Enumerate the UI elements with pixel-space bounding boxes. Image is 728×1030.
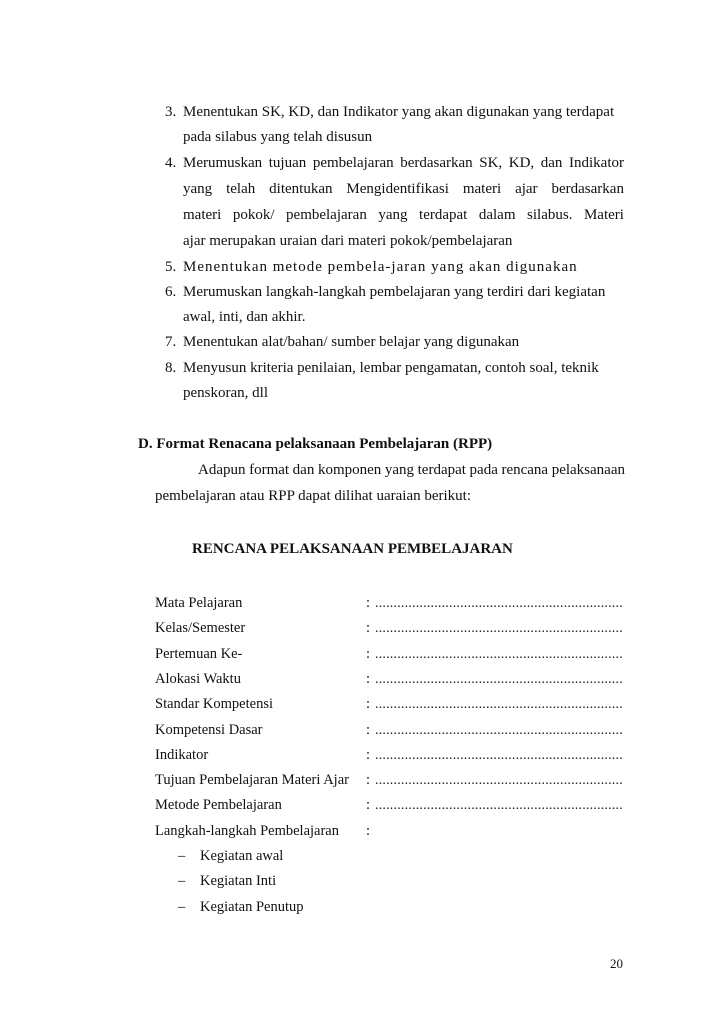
dash-bullet: – [178,848,186,864]
list-item-number: 7. [165,334,177,350]
page-number: 20 [610,956,623,971]
dash-bullet: – [178,873,186,889]
field-colon: : [366,747,371,763]
field-label: Tujuan Pembelajaran Materi Ajar [155,772,349,788]
list-item-text: Menentukan metode pembela-jaran yang akan digunakan [183,259,578,275]
field-colon: : [366,620,371,636]
section-heading: D. Format Renacana pelaksanaan Pembelajaran (RPP) [138,436,493,452]
word: pelaksanaan [551,462,625,478]
field-label: Indikator [155,747,209,763]
list-item-text: penskoran, dll [183,385,268,401]
field-label: Alokasi Waktu [155,671,241,687]
word: format [249,462,290,478]
word: terdapat [417,462,466,478]
word: terdapat [419,207,468,223]
list-item-number: 6. [165,284,177,300]
field-dotted-blank: ................................................................... [375,773,623,788]
word: yang [378,207,408,223]
word: dalam [478,207,516,223]
dash-bullet: – [178,899,186,915]
activity-item: Kegiatan awal [200,848,284,864]
field-colon: : [366,671,371,687]
word: berdasarkan [400,155,473,171]
word: telah [226,181,256,197]
word: pembelajaran [312,155,394,171]
field-label: Kompetensi Dasar [155,722,263,738]
field-label: Langkah-langkah Pembelajaran [155,823,339,839]
field-colon: : [366,797,371,813]
field-dotted-blank: ................................................................... [375,647,623,662]
word: pembelajaran [286,207,367,223]
list-item-number: 4. [165,155,177,171]
list-item-text: awal, inti, dan akhir. [183,309,306,325]
word: ditentukan [269,181,333,197]
word: materi [462,181,502,197]
field-colon: : [366,823,371,839]
word: Mengidentifikasi [346,181,449,197]
rpp-title: RENCANA PELAKSANAAN PEMBELAJARAN [192,541,513,557]
list-item-text-justified [183,180,624,199]
word: ajar [515,181,538,197]
list-item-text: Menyusun kriteria penilaian, lembar pengamatan, contoh soal, teknik [183,360,599,376]
field-label: Standar Kompetensi [155,696,273,712]
list-item-text: Merumuskan langkah-langkah pembelajaran yang terdiri dari kegiatan [183,284,606,300]
field-label: Mata Pelajaran [155,595,243,611]
list-item-text: ajar merupakan uraian dari materi pokok/pembelajaran [183,233,513,249]
list-item-text-justified [183,154,624,173]
list-item-number: 8. [165,360,177,376]
word: yang [384,462,415,478]
word: komponen [317,462,382,478]
word: Materi [583,207,624,223]
word: tujuan [268,155,307,171]
word: silabus. [527,207,573,223]
word: pada [469,462,498,478]
field-label: Pertemuan Ke- [155,646,243,662]
field-colon: : [366,646,371,662]
field-dotted-blank: ................................................................... [375,672,623,687]
list-item-number: 5. [165,259,177,275]
list-item-text: Menentukan SK, KD, dan Indikator yang akan digunakan yang terdapat [183,104,615,120]
word: Merumuskan [183,155,263,171]
field-label: Metode Pembelajaran [155,797,282,813]
list-item-number: 3. [165,104,177,120]
field-colon: : [366,722,371,738]
activity-item: Kegiatan Penutup [200,899,304,915]
field-dotted-blank: ................................................................... [375,621,623,636]
word: Indikator [569,155,624,171]
field-dotted-blank: ................................................................... [375,723,623,738]
word: berdasarkan [551,181,624,197]
list-item-text: Menentukan alat/bahan/ sumber belajar yang digunakan [183,334,520,350]
word: KD, [508,155,535,171]
activity-item: Kegiatan Inti [200,873,277,889]
word: materi [183,207,222,223]
word: rencana [501,462,549,478]
field-label: Kelas/Semester [155,620,246,636]
field-dotted-blank: ................................................................... [375,748,623,763]
word: yang [183,181,213,197]
paragraph-line: pembelajaran atau RPP dapat dilihat uaraian berikut: [155,488,472,504]
word: Adapun [198,462,246,478]
field-dotted-blank: ................................................................... [375,697,623,712]
field-colon: : [366,696,371,712]
word: dan [540,155,563,171]
field-dotted-blank: ................................................................... [375,596,623,611]
field-dotted-blank: ................................................................... [375,798,623,813]
list-item-text-justified [183,206,624,225]
word: SK, [479,155,503,171]
paragraph-line-justified [198,461,625,480]
list-item-text: pada silabus yang telah disusun [183,129,373,145]
word: dan [292,462,315,478]
word: pokok/ [232,207,275,223]
field-colon: : [366,772,371,788]
field-colon: : [366,595,371,611]
